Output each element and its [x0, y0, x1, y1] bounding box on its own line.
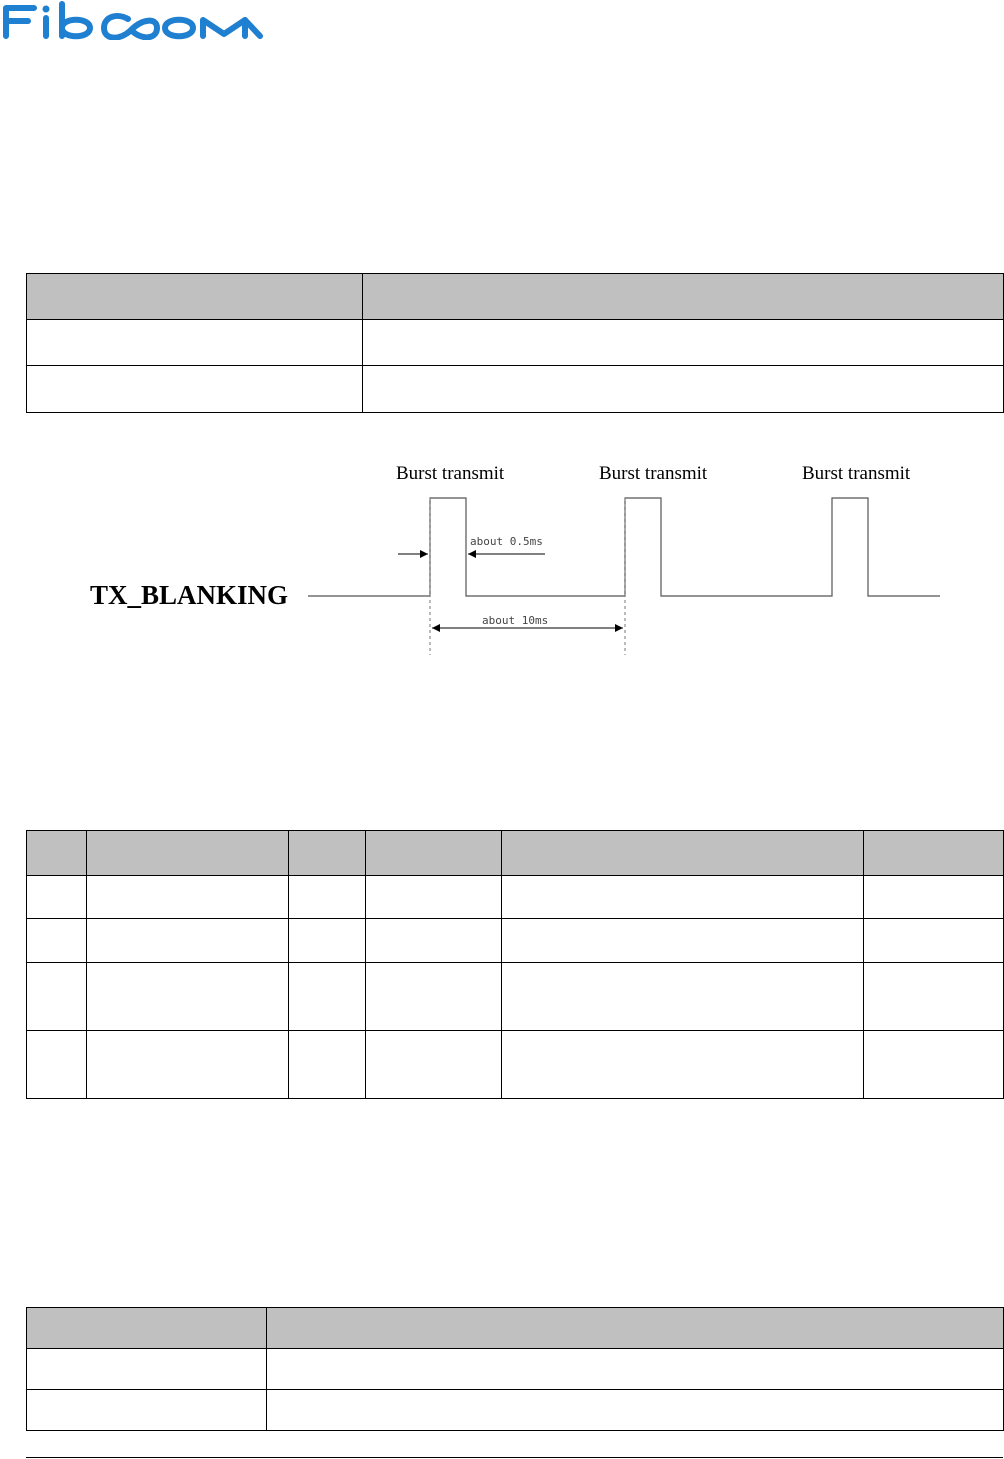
signal-table-1 [26, 273, 1004, 413]
table-cell [502, 1031, 864, 1099]
signal-table-2 [26, 830, 1004, 1099]
table-header-cell [87, 831, 289, 876]
table-cell [363, 320, 1004, 366]
tx-blanking-timing-diagram [0, 440, 1004, 670]
table-cell [27, 963, 87, 1031]
burst-label-3: Burst transmit [802, 463, 911, 484]
table-cell [267, 1390, 1004, 1431]
table-cell [267, 1349, 1004, 1390]
tx-blanking-waveform [308, 498, 940, 596]
table-cell [289, 963, 366, 1031]
table-cell [502, 876, 864, 919]
table-cell [366, 919, 502, 963]
table-row [27, 320, 1004, 366]
table-cell [502, 963, 864, 1031]
table-cell [27, 876, 87, 919]
table-header-cell [363, 274, 1004, 320]
pulse-width-label: about 0.5ms [470, 535, 543, 548]
table-header-cell [27, 1308, 267, 1349]
table-cell [27, 1349, 267, 1390]
table-cell [27, 366, 363, 413]
table-cell [27, 1390, 267, 1431]
table-header-row [27, 1308, 1004, 1349]
table-row [27, 366, 1004, 413]
table-cell [87, 1031, 289, 1099]
table-header-cell [864, 831, 1004, 876]
table-cell [864, 963, 1004, 1031]
burst-label-1: Burst transmit [396, 463, 505, 484]
table-cell [864, 919, 1004, 963]
table-cell [87, 963, 289, 1031]
table-cell [366, 963, 502, 1031]
table-row [27, 1390, 1004, 1431]
table-cell [87, 919, 289, 963]
fibocom-logo [0, 0, 266, 40]
table-row [27, 1349, 1004, 1390]
table-row [27, 963, 1004, 1031]
table-cell [502, 919, 864, 963]
table-cell [864, 1031, 1004, 1099]
table-cell [289, 876, 366, 919]
table-cell [87, 876, 289, 919]
table-cell [27, 320, 363, 366]
table-header-cell [267, 1308, 1004, 1349]
table-header-cell [502, 831, 864, 876]
table-cell [27, 919, 87, 963]
table-cell [27, 1031, 87, 1099]
table-header-cell [289, 831, 366, 876]
table-cell [289, 919, 366, 963]
table-header-cell [27, 274, 363, 320]
table-header-cell [366, 831, 502, 876]
table-cell [289, 1031, 366, 1099]
table-row [27, 876, 1004, 919]
signal-label: TX_BLANKING [90, 580, 289, 610]
footer-rule [26, 1457, 1003, 1458]
table-header-row [27, 831, 1004, 876]
period-label: about 10ms [482, 614, 549, 627]
table-cell [366, 876, 502, 919]
table-cell [864, 876, 1004, 919]
table-header-row [27, 274, 1004, 320]
table-row [27, 919, 1004, 963]
table-cell [363, 366, 1004, 413]
table-cell [366, 1031, 502, 1099]
burst-label-2: Burst transmit [599, 463, 708, 484]
signal-table-3 [26, 1307, 1004, 1431]
table-row [27, 1031, 1004, 1099]
table-header-cell [27, 831, 87, 876]
